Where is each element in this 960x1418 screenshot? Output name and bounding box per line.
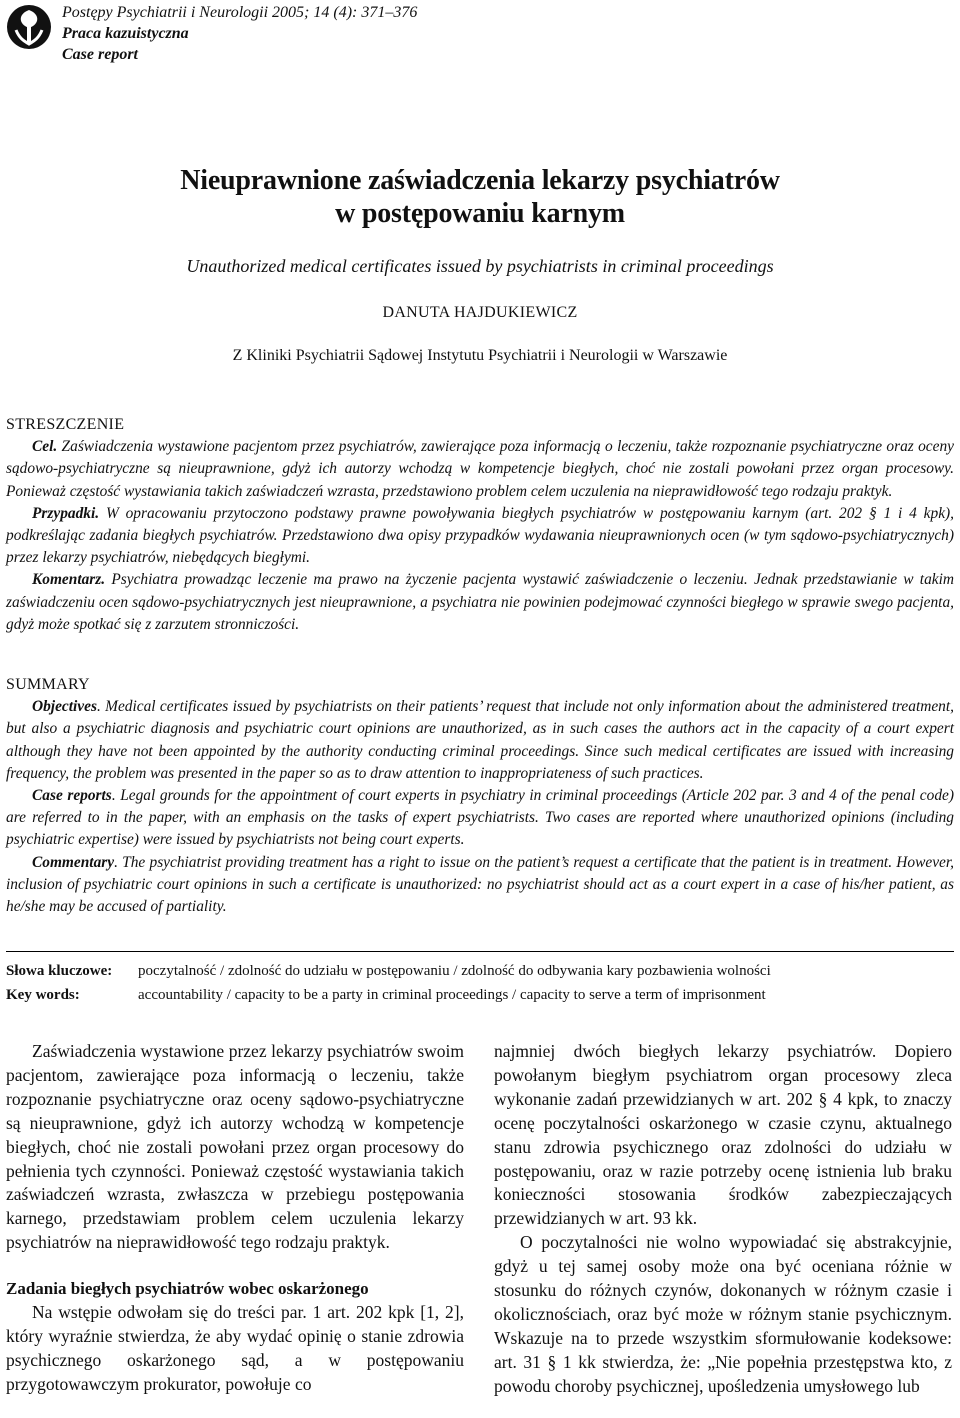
keywords-english [6, 984, 766, 1006]
journal-header [62, 2, 417, 65]
objectives-label: Objectives [32, 698, 97, 716]
komentarz-label: Komentarz. [32, 571, 106, 589]
abstract-polish [6, 414, 954, 636]
title-line-2: w postępowaniu karnym [335, 198, 625, 229]
journal-logo-icon [6, 4, 52, 50]
keywords-en-label: Key words: [6, 987, 80, 1003]
case-reports-label: Case reports [32, 787, 112, 805]
abstract-english [6, 674, 954, 918]
title-line-1: Nieuprawnione zaświadczenia lekarzy psychiatrów [180, 165, 780, 196]
article-type-en: Case report [62, 46, 138, 63]
summary-case-reports [6, 785, 954, 852]
article-type-pl: Praca kazuistyczna [62, 25, 189, 42]
body-paragraph: O poczytalności nie wolno wypowiadać się abstrakcyjnie, gdyż u tej samej osoby może ona być oceniana różnie w stosunku do różnych czynów, dokonanych w różnym czasie i okolicznościach, oraz być może w różnym stanie psychicznym. Wskazuje na to przede wszystkim sformułowanie kodeksowe: art. 31 § 1 kk stwierdza, że: „Nie popełnia przestępstwa kto, z powodu choroby psychicznej, upośledzenia umysłowego lub [494, 1232, 952, 1396]
body-column-right [494, 1040, 952, 1399]
keywords-pl-label: Słowa kluczowe: [6, 963, 113, 979]
abstract-przypadki [6, 503, 954, 570]
keywords-divider [6, 951, 954, 952]
keywords-polish [6, 960, 771, 982]
abstract-cel [6, 436, 954, 503]
journal-citation: Postępy Psychiatrii i Neurologii 2005; 14 (4): 371–376 [62, 4, 418, 21]
author-name: DANUTA HAJDUKIEWICZ [382, 304, 578, 321]
keywords-pl-text: poczytalność / zdolność do udziału w postępowaniu / zdolność do odbywania kary pozbawienia wolności [138, 963, 771, 979]
objectives-text: . Medical certificates issued by psychiatrists on their patients’ request that include not only information about the administered treatment, but also a psychiatric diagnosis and psychiatric court opinions are unauthorized, as in such cases the authors act in the capacity of a court expert although they have not been appointed by the authority conducting criminal proceedings. Since such medical certificates are issued with increasing frequency, the problem was presented in the paper so as to draw attention to inappropriateness of such practices. [6, 698, 954, 782]
body-column-left [6, 1040, 464, 1397]
body-paragraph: Na wstępie odwołam się do treści par. 1 art. 202 kpk [1, 2], który wyraźnie stwierdza, że aby wydać opinię o stanie zdrowia psychicznego oskarżonego sąd, a w postępowaniu przygotowawczym prokurator, powołuje co [6, 1302, 464, 1394]
english-title: Unauthorized medical certificates issued by psychiatrists in criminal proceedings [186, 256, 774, 276]
cel-text: Zaświadczenia wystawione pacjentom przez psychiatrów, zawierające poza informacją o leczeniu, także rozpoznanie psychiatryczne oraz oceny sądowo-psychiatryczne są nieuprawnione, gdyż ich autorzy wchodzą w kompetencje biegłych, choć nie zostali powołani przez organ procesowy. Ponieważ częstość wystawiania takich zaświadczeń wzrasta, przedstawiono problem celem uczulenia na nieprawidłowość tego rodzaju praktyk. [6, 438, 954, 500]
summary-commentary [6, 852, 954, 919]
body-paragraph: najmniej dwóch biegłych lekarzy psychiatrów. Dopiero powołanym biegłym psychiatrom organ procesowy zleca wykonanie zadań przewidzianych w art. 202 § 4 kpk, to znaczy ocenę poczytalności oskarżonego w czasie czynu, aktualnego stanu zdrowia psychicznego oraz zdolności do udziału w postępowaniu, oraz w razie potrzeby ocenę istnienia lub braku konieczności stosowania środków zabezpieczających przewidzianych w art. 93 kk. [494, 1041, 952, 1229]
przypadki-text: W opracowaniu przytoczono podstawy prawne powoływania biegłych psychiatrów w postępowaniu karnym (art. 202 § 1 i 4 kpk), podkreślając zadania biegłych psychiatrów. Przedstawiono dwa opisy przypadków wydawania nieuprawnionych ocen (w tym sądowo-psychiatrycznych) przez lekarzy psychiatrów, niebędących biegłymi. [6, 504, 954, 567]
section-heading: Zadania biegłych psychiatrów wobec oskarżonego [6, 1279, 369, 1299]
summary-objectives [6, 696, 954, 785]
article-title [0, 164, 960, 230]
commentary-label: Commentary [32, 853, 115, 871]
komentarz-text: Psychiatra prowadząc leczenie ma prawo na życzenie pacjenta wystawić zaświadczenie o leczeniu. Jednak przedstawianie w takim zaświadczeniu ocen sądowo-psychiatrycznych jest nieuprawnione, a psychiatra nie powinien podejmować czynności biegłego w sprawie swego pacjenta, gdyż może spotkać się z zarzutem stronniczości. [6, 571, 954, 633]
author-affiliation: Z Kliniki Psychiatrii Sądowej Instytutu Psychiatrii i Neurologii w Warszawie [232, 347, 728, 364]
summary-heading: SUMMARY [6, 676, 90, 693]
keywords-en-text: accountability / capacity to be a party in criminal proceedings / capacity to serve a term of imprisonment [138, 987, 766, 1003]
abstract-komentarz [6, 569, 954, 636]
streszczenie-heading: STRESZCZENIE [6, 416, 125, 433]
przypadki-label: Przypadki. [32, 504, 100, 522]
commentary-text: . The psychiatrist providing treatment has a right to issue on the patient’s request a certificate that the patient is in treatment. However, inclusion of psychiatric court opinions in such a certificate is unauthorized: no psychiatrist should act as a court expert in a case of his/her patient, as he/she may be accused of partiality. [6, 853, 954, 916]
case-reports-text: . Legal grounds for the appointment of court experts in psychiatry in criminal proceedings (Article 202 par. 3 and 4 of the penal code) are referred to in the paper, with an emphasis on the tasks of expert psychiatrists. Two cases are reported where unauthorized opinions (including psychiatric expertise) were issued by psychiatrists not being court experts. [6, 787, 954, 849]
body-paragraph: Zaświadczenia wystawione przez lekarzy psychiatrów swoim pacjentom, zawierające poza informacją o leczeniu, także rozpoznanie psychiatryczne oraz oceny sądowo-psychiatryczne są nieuprawnione, gdyż ich autorzy wchodzą w kompetencje biegłych, choć nie zostali powołani przez organ procesowy do pełnienia tych czynności. Ponieważ częstość wystawiania takich zaświadczeń wzrasta, zwłaszcza w przebiegu postępowania karnego, przedstawiam problem celem uczulenia lekarzy psychiatrów na nieprawidłowość tego rodzaju praktyk. [6, 1041, 464, 1253]
cel-label: Cel. [32, 438, 58, 456]
